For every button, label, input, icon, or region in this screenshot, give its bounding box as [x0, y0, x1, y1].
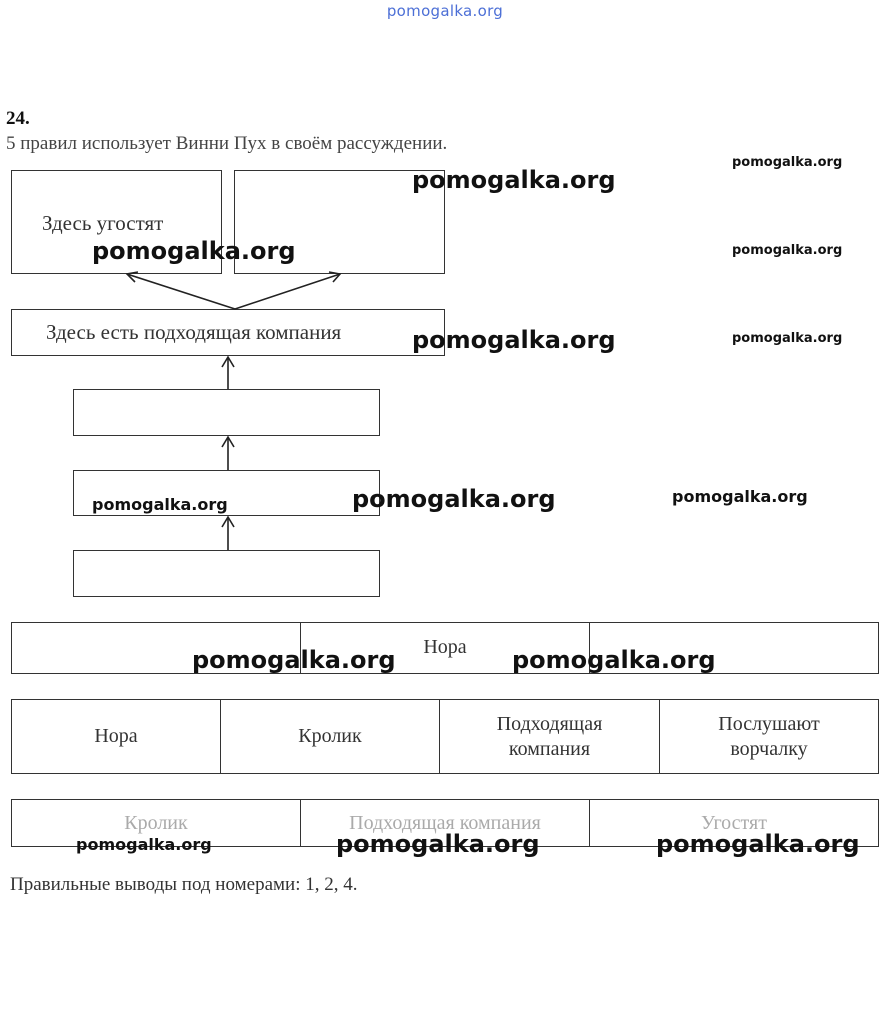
task-number: 24.	[6, 108, 30, 129]
watermark: pomogalka.org	[732, 331, 843, 346]
watermark: pomogalka.org	[412, 326, 616, 354]
watermark: pomogalka.org	[92, 237, 296, 265]
task-intro: 5 правил использует Винни Пух в своём рассуждении.	[6, 133, 448, 154]
box-company-label: Здесь есть подходящая компания	[46, 320, 342, 344]
table-3-cell-1: Кролик	[12, 800, 301, 846]
watermark: pomogalka.org	[512, 646, 716, 674]
watermark: pomogalka.org	[412, 166, 616, 194]
table-1	[11, 622, 879, 674]
watermark: pomogalka.org	[92, 495, 228, 514]
watermark: pomogalka.org	[76, 835, 212, 854]
table-2-cell-1: Нора	[12, 700, 221, 773]
table-2	[11, 699, 879, 774]
watermark: pomogalka.org	[672, 487, 808, 506]
table-2-cell-2: Кролик	[221, 700, 440, 773]
top-watermark: pomogalka.org	[386, 2, 504, 20]
watermark: pomogalka.org	[336, 830, 540, 858]
watermark: pomogalka.org	[732, 243, 843, 258]
watermark: pomogalka.org	[352, 485, 556, 513]
table-2-cell-3: Подходящая компания	[440, 700, 660, 773]
watermark: pomogalka.org	[732, 155, 843, 170]
watermark: pomogalka.org	[192, 646, 396, 674]
answer-text: Правильные выводы под номерами: 1, 2, 4.	[10, 874, 358, 895]
table-3-cell-3: Угостят	[701, 811, 767, 834]
table-2-cell-4: Послушают ворчалку	[718, 712, 820, 760]
table-1-cell-2: Нора	[301, 623, 590, 673]
watermark: pomogalka.org	[656, 830, 860, 858]
table-3-cell-2: Подходящая компания	[301, 800, 590, 846]
box-treat-label: Здесь угостят	[42, 211, 164, 235]
